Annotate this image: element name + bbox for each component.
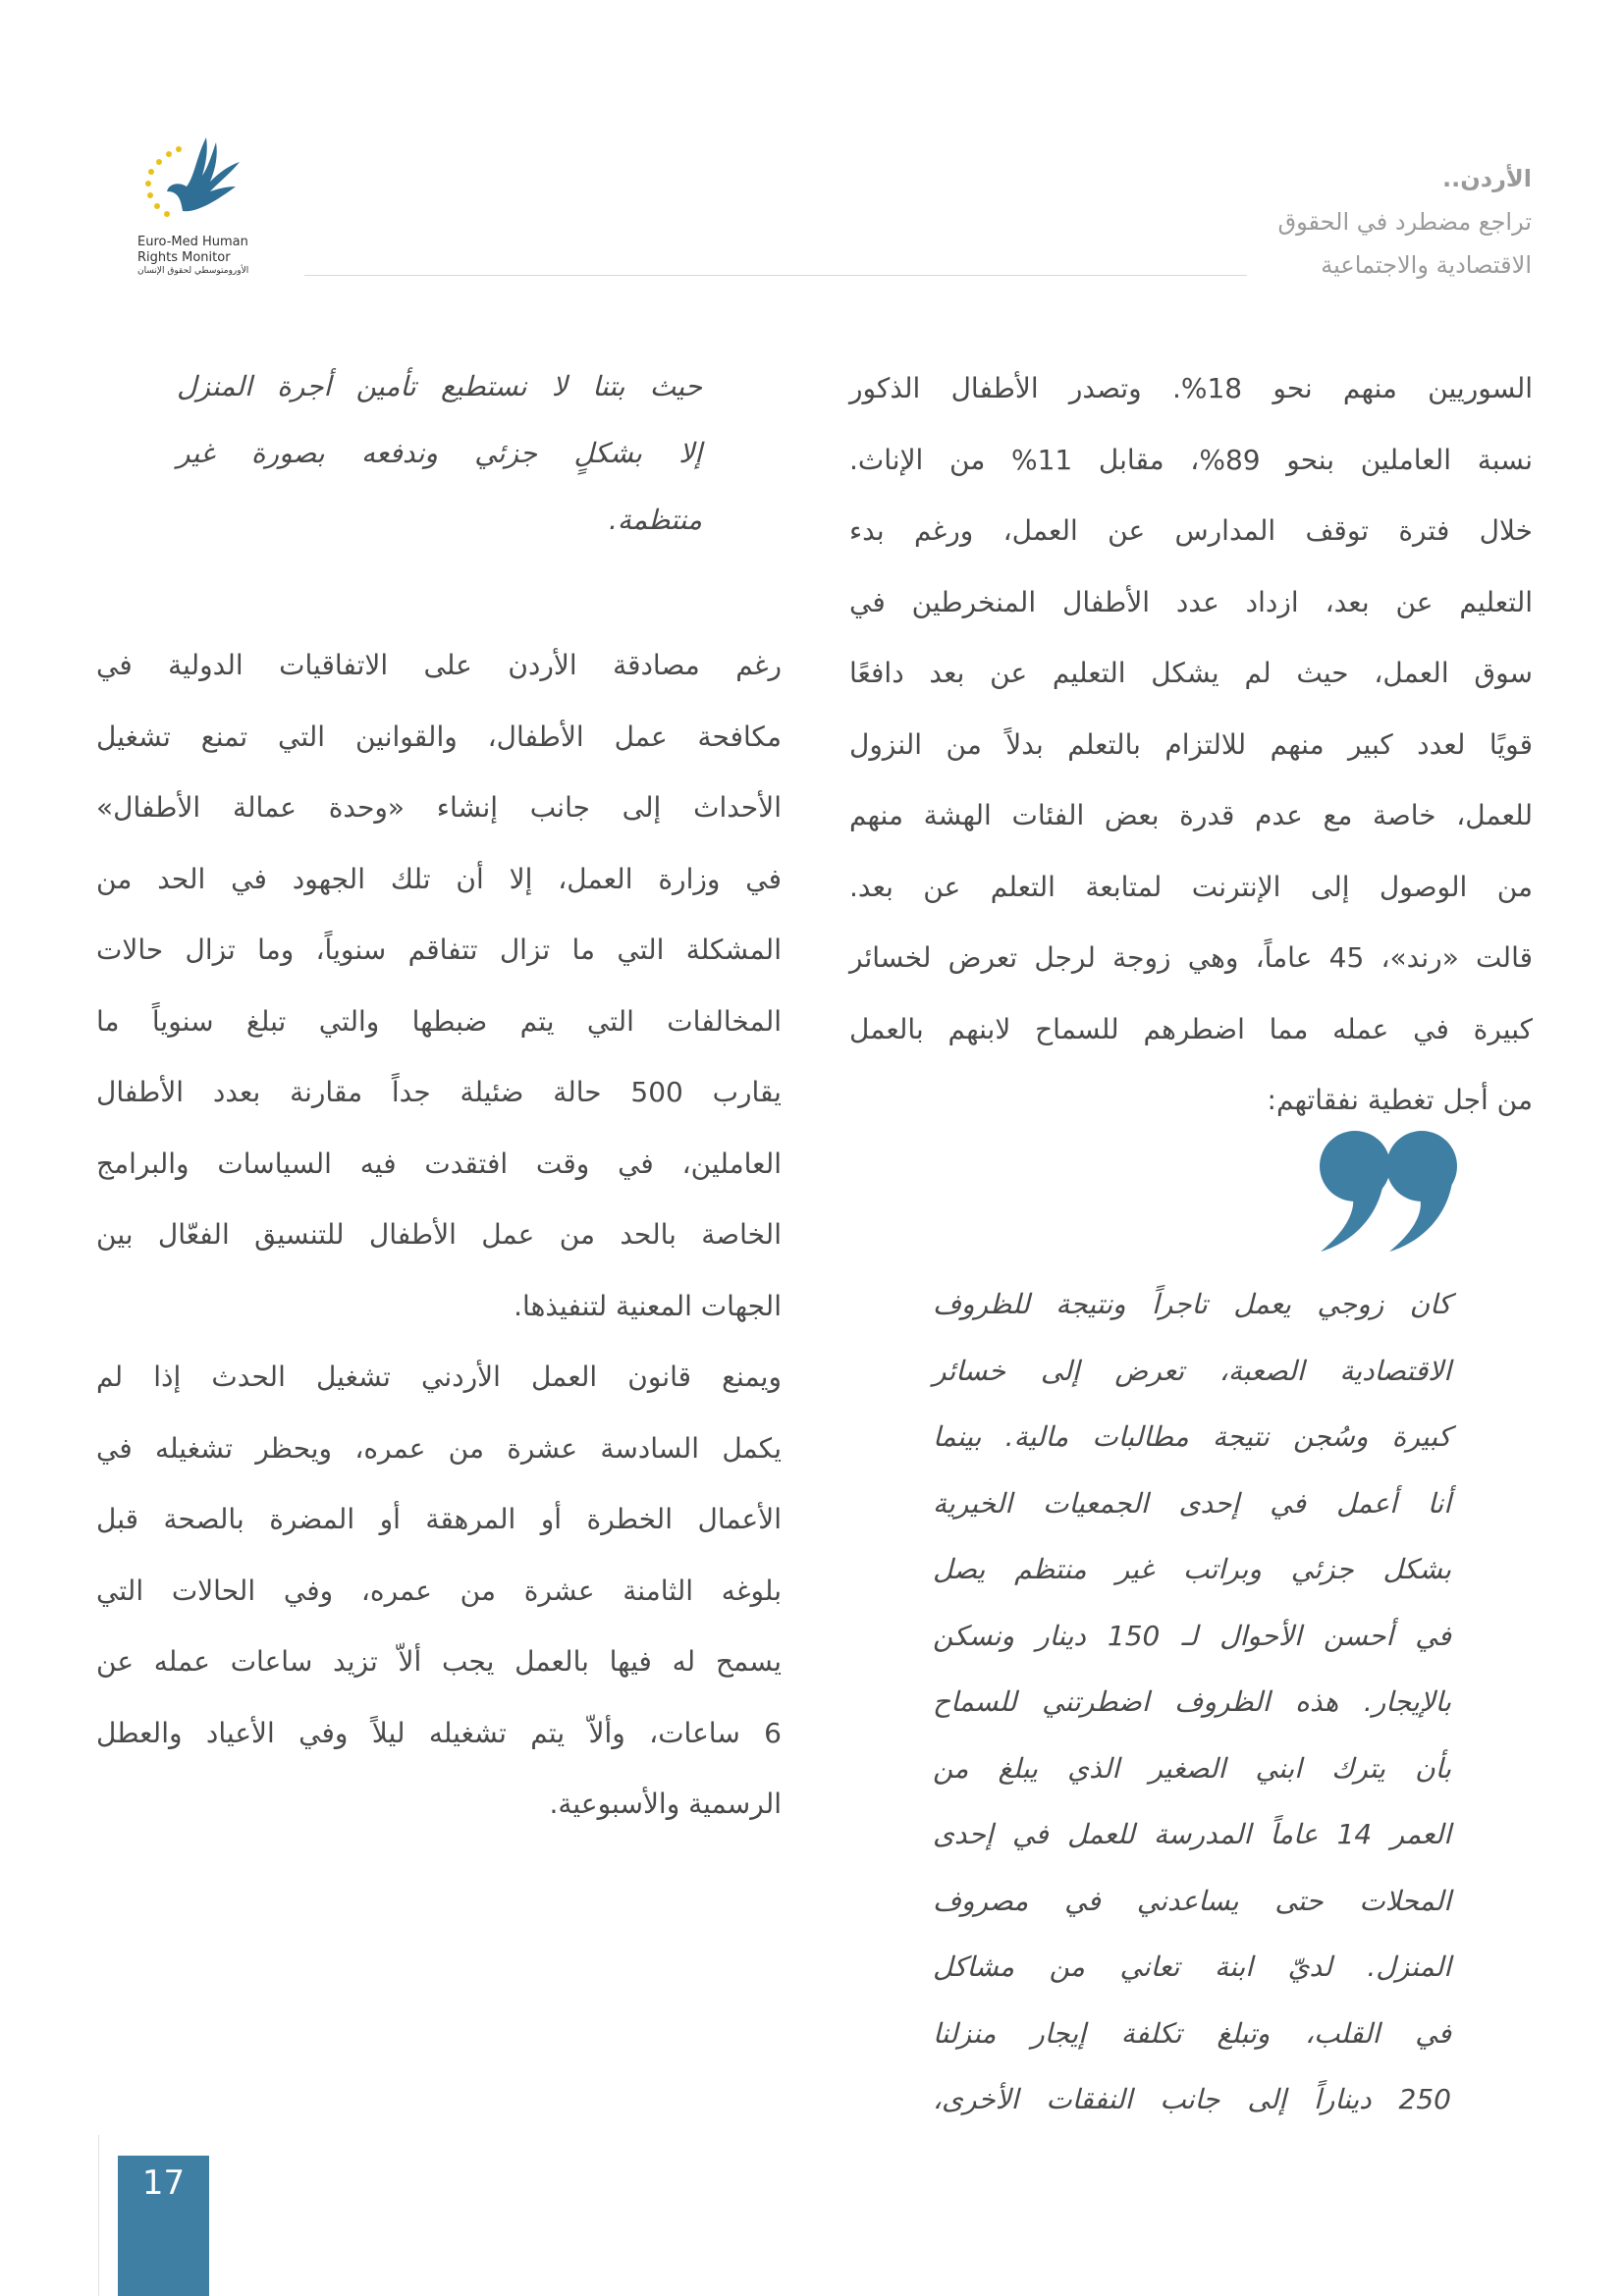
text-line: العاملين، في وقت افتقدت فيه السياسات والبرامج — [96, 1147, 782, 1180]
left-column-text — [96, 630, 782, 1841]
text-line: الاقتصادية الصعبة، تعرض إلى خسائر — [933, 1354, 1451, 1387]
text-line: رغم مصادقة الأردن على الاتفاقيات الدولية في — [96, 649, 782, 681]
text-line: في القلب، وتبلغ تكلفة إيجار منزلنا — [933, 2016, 1451, 2050]
running-header — [1278, 157, 1532, 287]
logo-text-en-1: Euro-Med Human — [137, 235, 248, 249]
text-line: من أجل تغطية نفقاتهم: — [1267, 1084, 1533, 1116]
text-line: الخاصة بالحد من عمل الأطفال للتنسيق الفعّال بين — [96, 1218, 782, 1251]
text-line: منتظمة. — [609, 504, 702, 536]
testimony-quote-continuation — [177, 353, 702, 554]
text-line: السوريين منهم نحو 18%. وتصدر الأطفال الذكور — [849, 372, 1534, 404]
text-line: حيث بتنا لا نستطيع تأمين أجرة المنزل — [177, 370, 702, 402]
logo-text-ar: الأورومتوسطي لحقوق الإنسان — [137, 266, 249, 276]
text-line: الجهات المعنية لتنفيذها. — [514, 1289, 782, 1322]
text-line: الأعمال الخطرة أو المرهقة أو المضرة بالصحة قبل — [96, 1503, 782, 1535]
text-line: المخالفات التي يتم ضبطها والتي تبلغ سنوياً ما — [96, 1004, 782, 1038]
text-line: قالت «رند»، 45 عاماً، وهي زوجة لرجل تعرض لخسائر — [849, 941, 1533, 974]
text-line: الرسمية والأسبوعية. — [549, 1788, 782, 1820]
text-line: التعليم عن بعد، ازداد عدد الأطفال المنخرطين في — [849, 585, 1533, 618]
text-line: للعمل، خاصة مع عدم قدرة بعض الفئات الهشة منهم — [849, 799, 1533, 831]
text-line: بشكل جزئي وبراتب غير منتظم يصل — [933, 1553, 1451, 1585]
text-line: بأن يترك ابني الصغير الذي يبلغ من — [933, 1751, 1451, 1785]
text-line: كبيرة في عمله مما اضطرهم للسماح لابنهم بالعمل — [849, 1012, 1533, 1045]
text-line: في أحسن الأحوال لـ 150 دينار ونسكن — [933, 1619, 1451, 1652]
dove-hand-logo-icon — [137, 133, 255, 231]
text-line: 250 ديناراً إلى جانب النفقات الأخرى، — [933, 2083, 1451, 2115]
footer-divider — [98, 2135, 99, 2296]
text-line: يسمح له فيها بالعمل يجب ألاّ تزيد ساعات عمله عن — [96, 1645, 782, 1678]
text-line: مكافحة عمل الأطفال، والقوانين التي تمنع تشغيل — [96, 720, 782, 753]
header-subtitle-1: تراجع مضطرد في الحقوق — [1277, 208, 1532, 236]
text-line: الأحداث إلى جانب إنشاء «وحدة عمالة الأطفال» — [96, 791, 782, 824]
euro-med-logo — [137, 133, 265, 276]
text-line: إلا بشكلٍ جزئي وندفعه بصورة غير — [177, 437, 702, 469]
text-line: سوق العمل، حيث لم يشكل التعليم عن بعد دافعًا — [849, 657, 1533, 689]
text-line: المنزل. لديّ ابنة تعاني من مشاكل — [933, 1950, 1451, 1983]
text-line: يقارب 500 حالة ضئيلة جداً مقارنة بعدد الأطفال — [96, 1076, 782, 1108]
text-line: كان زوجي يعمل تاجراً ونتيجة للظروف — [933, 1288, 1451, 1320]
text-line: أنا أعمل في إحدى الجمعيات الخيرية — [933, 1486, 1451, 1520]
text-line: بالإيجار. هذه الظروف اضطرتني للسماح — [933, 1685, 1451, 1718]
header-subtitle-2: الاقتصادية والاجتماعية — [1321, 251, 1532, 279]
page-number: 17 — [118, 2156, 209, 2296]
text-line: خلال فترة توقف المدارس عن العمل، ورغم بدء — [849, 514, 1533, 547]
text-line: ويمنع قانون العمل الأردني تشغيل الحدث إذا لم — [96, 1361, 782, 1393]
text-line: المشكلة التي ما تزال تتفاقم سنوياً، وما تزال حالات — [96, 934, 782, 966]
text-line: 6 ساعات، وألاّ يتم تشغيله ليلاً وفي الأعياد والعطل — [96, 1716, 782, 1749]
quote-mark-icon — [1316, 1129, 1458, 1256]
text-line: نسبة العاملين بنحو 89%، مقابل 11% من الإناث. — [849, 443, 1533, 476]
text-line: كبيرة وسُجن نتيجة مطالبات مالية. بينما — [933, 1420, 1451, 1453]
text-line: المحلات حتى يساعدني في مصروف — [933, 1884, 1451, 1917]
right-column-text — [849, 353, 1533, 1137]
text-line: من الوصول إلى الإنترنت لمتابعة التعلم عن بعد. — [849, 870, 1533, 903]
text-line: في وزارة العمل، إلا أن تلك الجهود في الحد من — [96, 862, 782, 895]
logo-text-en-2: Rights Monitor — [137, 250, 231, 265]
text-line: قويًا لعدد كبير منهم للالتزام بالتعلم بدلاً من النزول — [849, 727, 1533, 761]
header-divider — [304, 275, 1247, 276]
testimony-quote — [933, 1271, 1451, 2133]
header-title: الأردن.. — [1442, 165, 1532, 192]
text-line: العمر 14 عاماً المدرسة للعمل في إحدى — [933, 1818, 1451, 1850]
text-line: بلوغه الثامنة عشرة من عمره، وفي الحالات التي — [96, 1574, 782, 1607]
text-line: يكمل السادسة عشرة من عمره، ويحظر تشغيله في — [96, 1431, 782, 1465]
